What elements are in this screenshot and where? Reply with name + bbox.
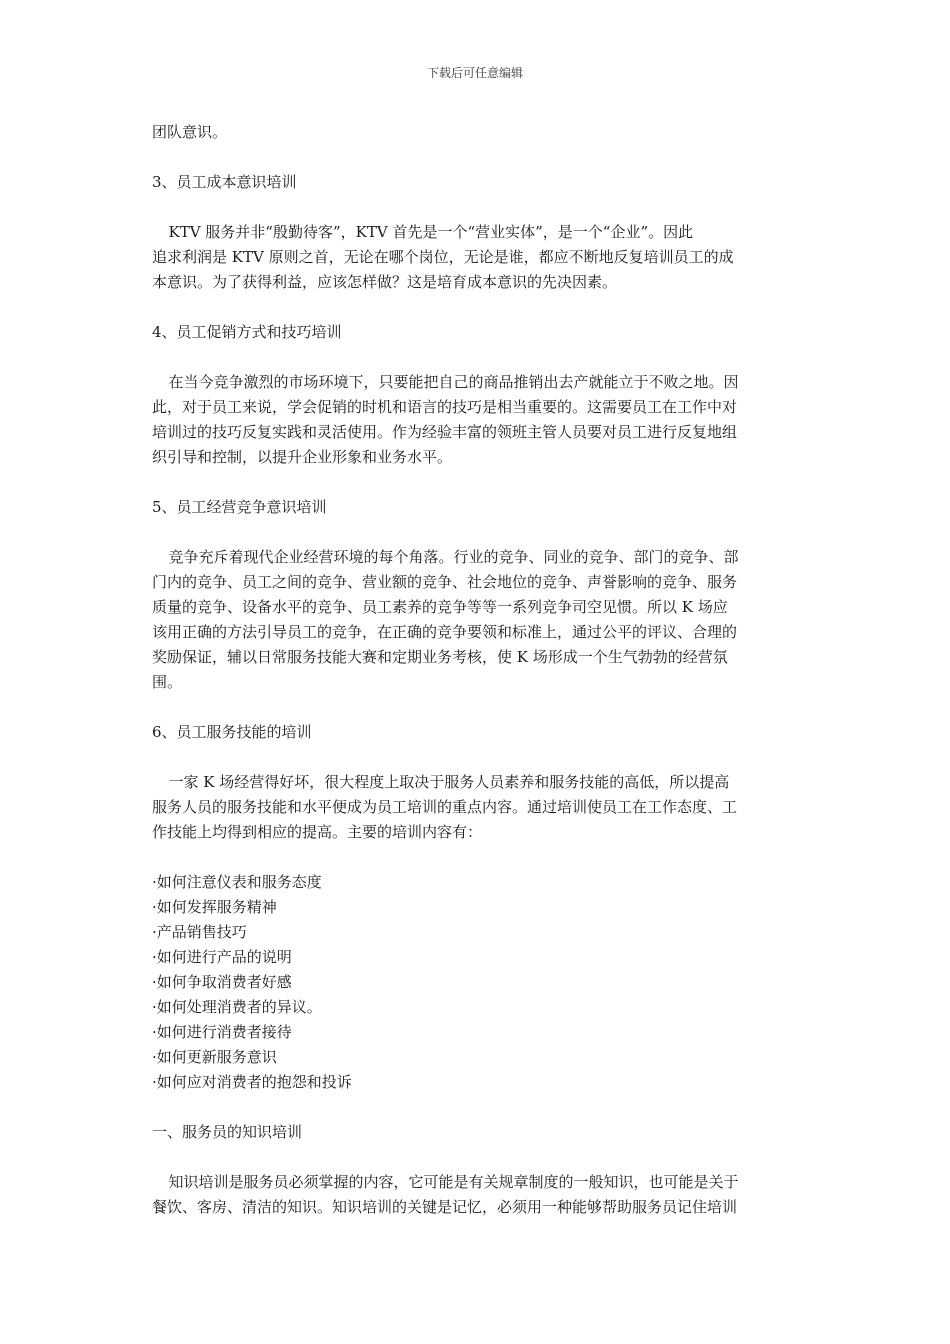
paragraph-line: 奖励保证，辅以日常服务技能大赛和定期业务考核，使 K 场形成一个生气勃勃的经营氛 [152, 648, 728, 666]
list-item: ·如何更新服务意识 [152, 1048, 277, 1066]
list-item: ·如何应对消费者的抱怨和投诉 [152, 1073, 352, 1091]
paragraph-line: 本意识。为了获得利益，应该怎样做？这是培育成本意识的先决因素。 [152, 273, 618, 291]
paragraph-competition-awareness [152, 545, 806, 695]
paragraph-line: 竞争充斥着现代企业经营环境的每个角落。行业的竞争、同业的竞争、部门的竞争、部 [168, 548, 739, 566]
paragraph-line: KTV 服务并非“殷勤待客”，KTV 首先是一个“营业实体”，是一个“企业”。因此 [168, 223, 694, 241]
paragraph-knowledge-training [152, 1170, 806, 1220]
paragraph-line: 培训过的技巧反复实践和灵活使用。作为经验丰富的领班主管人员要对员工进行反复地组 [152, 423, 738, 441]
section-heading-knowledge-training: 一、服务员的知识培训 [152, 1123, 303, 1141]
paragraph-line: 知识培训是服务员必须掌握的内容，它可能是有关规章制度的一般知识，也可能是关于 [168, 1173, 739, 1191]
paragraph-line: 该用正确的方法引导员工的竞争，在正确的竞争要领和标准上，通过公平的评议、合理的 [152, 623, 738, 641]
paragraph-line: 追求利润是 KTV 原则之首，无论在哪个岗位，无论是谁，都应不断地反复培训员工的成 [152, 248, 734, 266]
paragraph-service-skills [152, 770, 806, 845]
section-heading-competition-awareness: 5、员工经营竞争意识培训 [152, 498, 327, 516]
section-heading-promotion-skills: 4、员工促销方式和技巧培训 [152, 323, 342, 341]
paragraph-line: 在当今竞争激烈的市场环境下，只要能把自己的商品推销出去产就能立于不败之地。因 [168, 373, 739, 391]
section-heading-service-skills: 6、员工服务技能的培训 [152, 723, 312, 741]
list-item: ·如何进行消费者接待 [152, 1023, 292, 1041]
paragraph-line: 质量的竞争、设备水平的竞争、员工素养的竞争等等一系列竞争司空见惯。所以 K 场应 [152, 598, 728, 616]
section-heading-cost-awareness: 3、员工成本意识培训 [152, 173, 297, 191]
paragraph-line: 团队意识。 [152, 123, 228, 141]
paragraph-line: 服务人员的服务技能和水平便成为员工培训的重点内容。通过培训使员工在工作态度、工 [152, 798, 738, 816]
paragraph-line: 织引导和控制，以提升企业形象和业务水平。 [152, 448, 453, 466]
list-item: ·如何注意仪表和服务态度 [152, 873, 322, 891]
paragraph-line: 餐饮、客房、清洁的知识。知识培训的关键是记忆，必须用一种能够帮助服务员记住培训 [152, 1198, 738, 1216]
paragraph-cost-awareness [152, 220, 806, 295]
list-item: ·如何争取消费者好感 [152, 973, 292, 991]
paragraph-line: 作技能上均得到相应的提高。主要的培训内容有： [152, 823, 483, 841]
training-topics-list [152, 870, 806, 1095]
list-item: ·如何进行产品的说明 [152, 948, 292, 966]
paragraph-line: 此，对于员工来说，学会促销的时机和语言的技巧是相当重要的。这需要员工在工作中对 [152, 398, 738, 416]
list-item: ·如何处理消费者的异议。 [152, 998, 322, 1016]
page-header: 下载后可任意编辑 [426, 66, 523, 80]
paragraph-line: 门内的竞争、员工之间的竞争、营业额的竞争、社会地位的竞争、声誉影响的竞争、服务 [152, 573, 738, 591]
paragraph-line: 围。 [152, 673, 183, 691]
paragraph-line: 一家 K 场经营得好坏，很大程度上取决于服务人员素养和服务技能的高低，所以提高 [168, 773, 730, 791]
list-item: ·产品销售技巧 [152, 923, 247, 941]
paragraph-promotion-skills [152, 370, 806, 470]
document-body [152, 120, 806, 1220]
list-item: ·如何发挥服务精神 [152, 898, 277, 916]
